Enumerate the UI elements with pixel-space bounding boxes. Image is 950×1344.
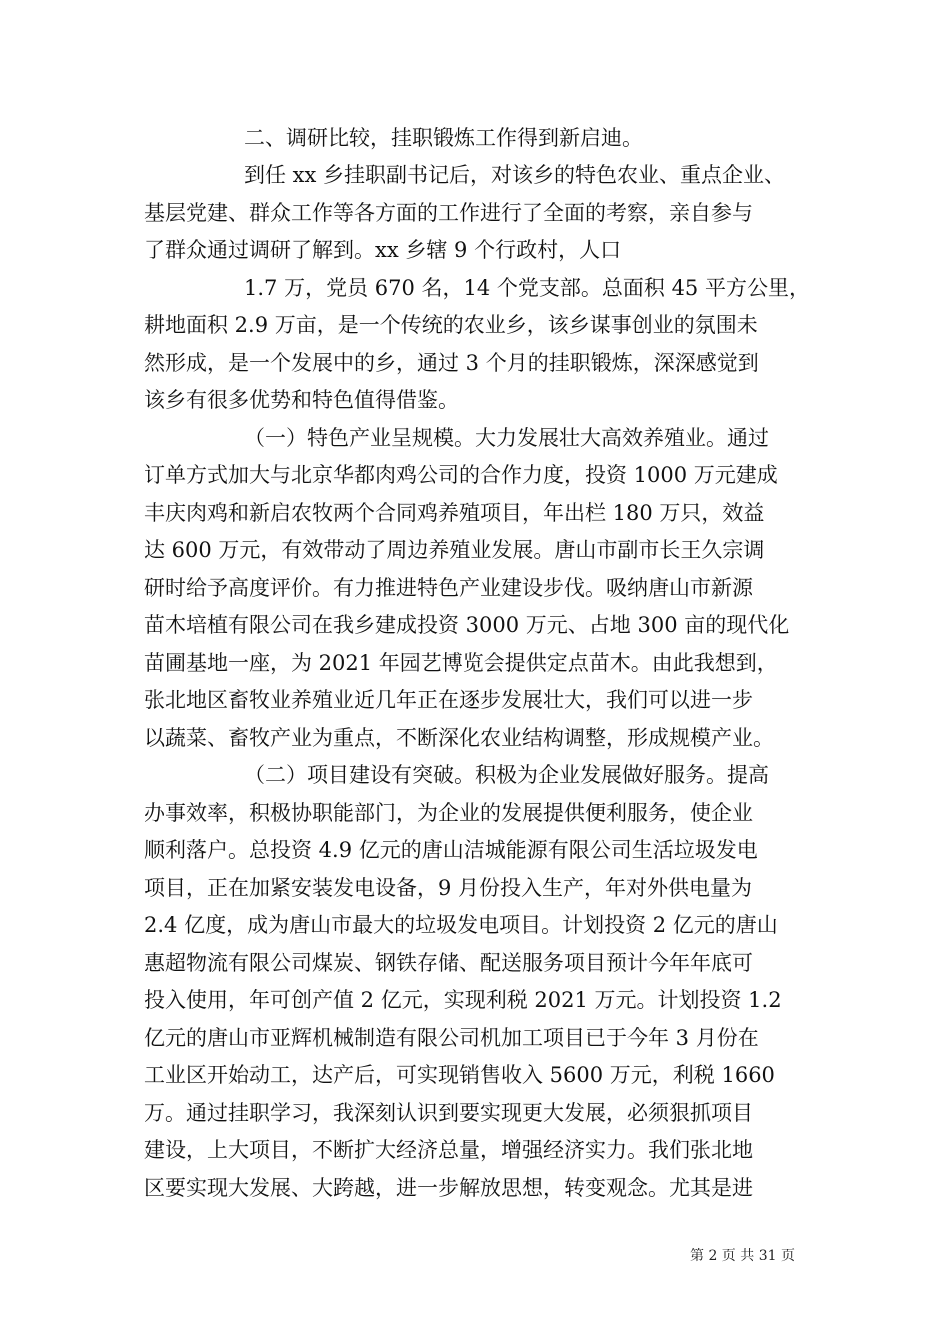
- paragraph-line: 以蔬菜、畜牧产业为重点，不断深化农业结构调整，形成规模产业。: [144, 726, 774, 750]
- paragraph-line: 苗圃基地一座，为 2021 年园艺博览会提供定点苗木。由此我想到，: [144, 651, 778, 675]
- paragraph-line: 了群众通过调研了解到。xx 乡辖 9 个行政村，人口: [144, 238, 622, 262]
- paragraph-line: 办事效率，积极协职能部门，为企业的发展提供便利服务，使企业: [144, 801, 753, 825]
- paragraph-line: 1.7 万，党员 670 名，14 个党支部。总面积 45 平方公里，: [244, 276, 810, 300]
- paragraph-line: 建设，上大项目，不断扩大经济总量，增强经济实力。我们张北地: [144, 1138, 753, 1162]
- section-heading: 二、调研比较，挂职锻炼工作得到新启迪。: [244, 126, 643, 150]
- paragraph-line: 到任 xx 乡挂职副书记后，对该乡的特色农业、重点企业、: [244, 163, 786, 187]
- paragraph-line: 工业区开始动工，达产后，可实现销售收入 5600 万元，利税 1660: [144, 1063, 775, 1087]
- paragraph-line: 项目，正在加紧安装发电设备，9 月份投入生产，年对外供电量为: [144, 876, 753, 900]
- paragraph-line: 研时给予高度评价。有力推进特色产业建设步伐。吸纳唐山市新源: [144, 576, 753, 600]
- paragraph-line: 顺利落户。总投资 4.9 亿元的唐山洁城能源有限公司生活垃圾发电: [144, 838, 758, 862]
- paragraph-line: 区要实现大发展、大跨越，进一步解放思想，转变观念。尤其是进: [144, 1176, 753, 1200]
- subsection-heading: （二）项目建设有突破。积极为企业发展做好服务。提高: [244, 763, 769, 787]
- paragraph-line: 投入使用，年可创产值 2 亿元，实现利税 2021 万元。计划投资 1.2: [144, 988, 782, 1012]
- paragraph-line: 耕地面积 2.9 万亩，是一个传统的农业乡，该乡谋事创业的氛围未: [144, 313, 758, 337]
- paragraph-line: 亿元的唐山市亚辉机械制造有限公司机加工项目已于今年 3 月份在: [144, 1026, 759, 1050]
- paragraph-line: 订单方式加大与北京华都肉鸡公司的合作力度，投资 1000 万元建成: [144, 463, 778, 487]
- paragraph-line: 然形成，是一个发展中的乡，通过 3 个月的挂职锻炼，深深感觉到: [144, 351, 759, 375]
- page-number-footer: 第 2 页 共 31 页: [690, 1248, 795, 1264]
- paragraph-line: 该乡有很多优势和特色值得借鉴。: [144, 388, 459, 412]
- paragraph-line: 惠超物流有限公司煤炭、钢铁存储、配送服务项目预计今年年底可: [144, 951, 753, 975]
- paragraph-line: 万。通过挂职学习，我深刻认识到要实现更大发展，必须狠抓项目: [144, 1101, 753, 1125]
- paragraph-line: 基层党建、群众工作等各方面的工作进行了全面的考察，亲自参与: [144, 201, 753, 225]
- paragraph-line: 丰庆肉鸡和新启农牧两个合同鸡养殖项目，年出栏 180 万只，效益: [144, 501, 765, 525]
- subsection-heading: （一）特色产业呈规模。大力发展壮大高效养殖业。通过: [244, 426, 769, 450]
- paragraph-line: 张北地区畜牧业养殖业近几年正在逐步发展壮大，我们可以进一步: [144, 688, 753, 712]
- paragraph-line: 2.4 亿度，成为唐山市最大的垃圾发电项目。计划投资 2 亿元的唐山: [144, 913, 778, 937]
- paragraph-line: 达 600 万元，有效带动了周边养殖业发展。唐山市副市长王久宗调: [144, 538, 765, 562]
- paragraph-line: 苗木培植有限公司在我乡建成投资 3000 万元、占地 300 亩的现代化: [144, 613, 790, 637]
